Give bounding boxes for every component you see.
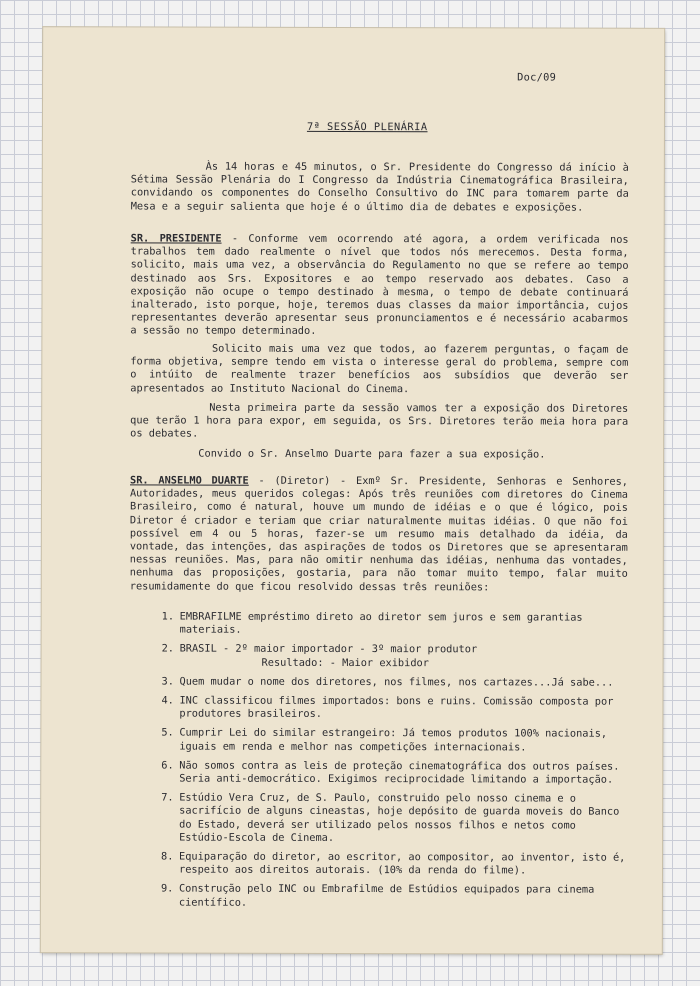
- intro-paragraph: Às 14 horas e 45 minutos, o Sr. Presidente do Congresso dá início à Sétima Sessão Plenária do I Congresso da Indústria Cinematográfica Brasileira, convidando os componentes do Conselho Consultivo do INC para tomarem parte da Mesa e a seguir salienta que hoje é o último dia de debates e exposições.: [130, 160, 636, 214]
- list-item: 8. Equiparação do diretor, ao escritor, ao compositor, ao inventor, isto é, respeito aos direitos autorais. (10% da renda do filme).: [161, 850, 626, 877]
- list-item: 5. Cumprir Lei do similar estrangeiro: Já temos produtos 100% nacionais, iguais em renda e melhor nas competições internacionais.: [161, 726, 608, 754]
- president-paragraph-4: Convido o Sr. Anselmo Duarte para fazer a sua exposição.: [130, 447, 546, 461]
- list-item: 4. INC classificou filmes importados: bons e ruins. Comissão composta por produtores brasileiros.: [161, 694, 614, 721]
- anselmo-speech-text: - (Diretor) - Exmº Sr. Presidente, Senhoras e Senhores, Autoridades, meus queridos colegas: Após três reuniões com diretores do Cinema Brasileiro, como é natural, houve um mundo de idéias e o que é lógico, pois Diretor é criador e teriam que criar naturalmente muitas idéias. O que não foi possível em 4 ou 5 horas, fazer-se um resumo mais detalhado da idéia, da vontade, das intenções, das aspirações de todos os Diretores que se apresentaram nessas reuniões. Mas, para não omitir nenhuma das idéias, nenhuma das vontades, nenhuma das proposições, gostaria, para não tomar muito tempo, falar muito resumidamente do que ficou resolvido dessas três reuniões:: [129, 474, 635, 593]
- list-item: 7. Estúdio Vera Cruz, de S. Paulo, construido pelo nosso cinema e o sacrifício de alguns cineastas, hoje depósito de guarda moveis do Banco do Estado, deverá ser utilizado pelos nossos filhos e netos como Estúdio-Escola de Cinema.: [161, 791, 620, 844]
- list-item: 9. Construção pelo INC ou Embrafilme de Estúdios equipados para cinema científico.: [160, 882, 595, 909]
- list-item: 2. BRASIL - 2º maior importador - 3º maior produtor Resultado: - Maior exibidor: [162, 643, 632, 671]
- speaker-president: SR. PRESIDENTE: [130, 232, 222, 245]
- anselmo-speech: [129, 474, 635, 594]
- list-item: 6. Não somos contra as leis de proteção cinematográfica dos outros países. Seria anti-democrático. Exigimos reciprocidade limitando a importação.: [161, 759, 620, 786]
- president-speech: [130, 232, 635, 339]
- president-paragraph-2: Solicito mais uma vez que todos, ao fazerem perguntas, o façam de forma objetiva, sempre tendo em vista o interesse geral do problema, sempre com o intúito de realmente trazer benefícios aos subsídios que deverão ser apresentados ao Instituto Nacional do Cinema.: [130, 342, 635, 395]
- list-item-subline: Resultado: - Maior exibidor: [261, 656, 429, 669]
- speaker-anselmo-duarte: SR. ANSELMO DUARTE: [130, 474, 249, 487]
- typed-document-page: [41, 27, 664, 954]
- president-paragraph-3: Nesta primeira parte da sessão vamos ter a exposição dos Diretores que terão 1 hora para expor, em seguida, os Srs. Diretores terão meia hora para os debates.: [130, 401, 635, 441]
- resolutions-list: [161, 611, 632, 917]
- page-title: 7ª SESSÃO PLENÁRIA: [306, 120, 428, 134]
- list-item: 1. EMBRAFILME empréstimo direto ao diretor sem juros e sem garantias materiais.: [161, 610, 583, 636]
- document-reference: Doc/09: [517, 71, 557, 84]
- president-speech-text: - Conforme vem ocorrendo até agora, a ordem verificada nos trabalhos tem dado realmente o nível que todos nós merecemos. Desta forma, solicito, mais uma vez, a observância do Regulamento no que se refere ao tempo destinado aos Srs. Expositores e ao tempo reservado aos debates. Caso a exposição não ocupe o tempo destinado à mesma, o tempo de debate continuará inalterado, isto porque, hoje, teremos duas classes da maior importância, cujos representantes deverão apresentar seus pronunciamentos e é necessário acabarmos a sessão no tempo determinado.: [130, 232, 635, 338]
- list-item: 3. Quem mudar o nome dos diretores, nos filmes, nos cartazes...Já sabe...: [161, 675, 614, 689]
